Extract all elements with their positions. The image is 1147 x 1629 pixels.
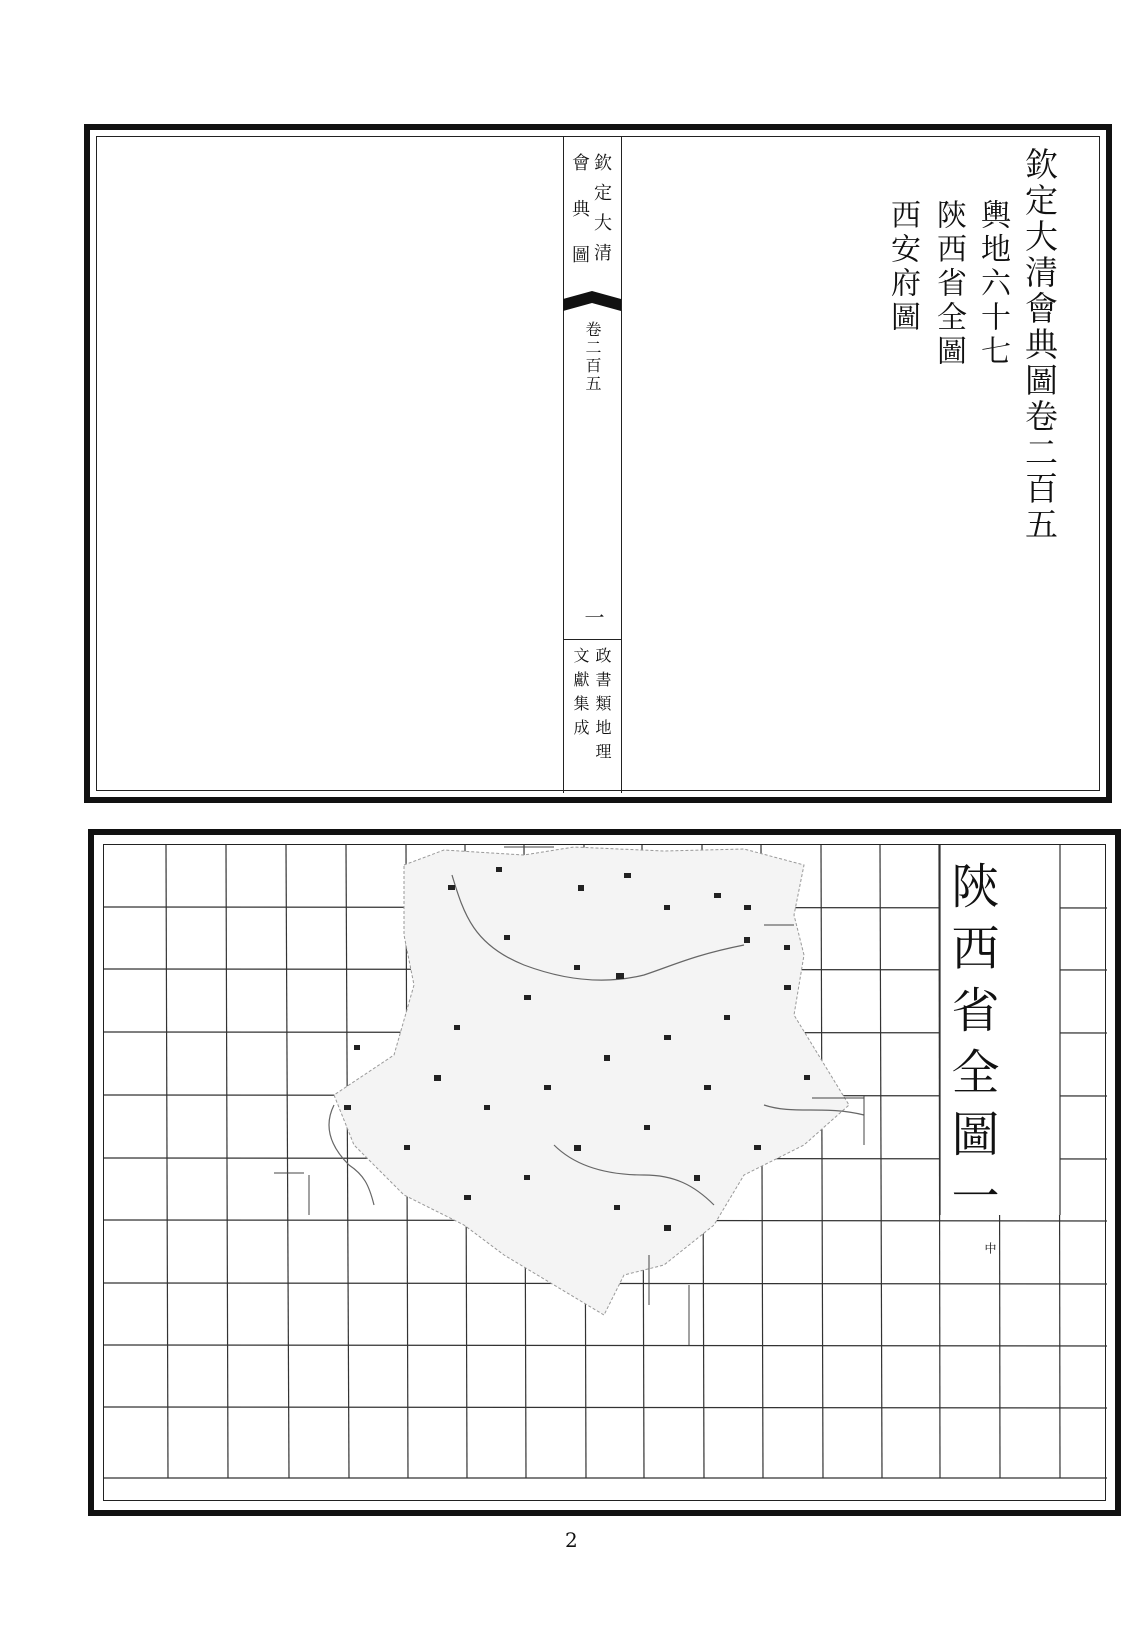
fold-strip-volume: 卷二百五 — [583, 321, 602, 393]
fold-strip-title-col1: 欽定大清 — [591, 153, 612, 273]
map-side-mark: 中 — [983, 1242, 997, 1254]
map-title: 陝西省全圖一 — [943, 861, 999, 1233]
fold-strip-series-col1: 政書類地理 — [593, 647, 612, 767]
province-territory — [334, 847, 849, 1315]
section-line: 輿地六十七 — [975, 199, 1010, 369]
title-page-inner-frame — [96, 136, 1100, 791]
map-list-item-2: 西安府圖 — [885, 199, 920, 335]
fold-strip-divider — [564, 639, 621, 640]
page-number: 2 — [565, 1528, 578, 1552]
map-page-inner-frame — [103, 844, 1106, 1501]
title-page-panel — [84, 124, 1112, 803]
book-title-line: 欽定大清會典圖卷二百五 — [1020, 147, 1059, 543]
map-list-item-1: 陝西省全圖 — [931, 199, 966, 369]
fold-strip-leaf-number: 一 — [581, 607, 605, 627]
fold-strip-series-col2: 文獻集成 — [571, 647, 590, 743]
fish-tail-mark — [563, 291, 621, 311]
map-page-panel — [88, 829, 1121, 1516]
fold-strip-title-col2: 會典圖 — [569, 153, 590, 291]
fold-strip — [563, 137, 622, 793]
